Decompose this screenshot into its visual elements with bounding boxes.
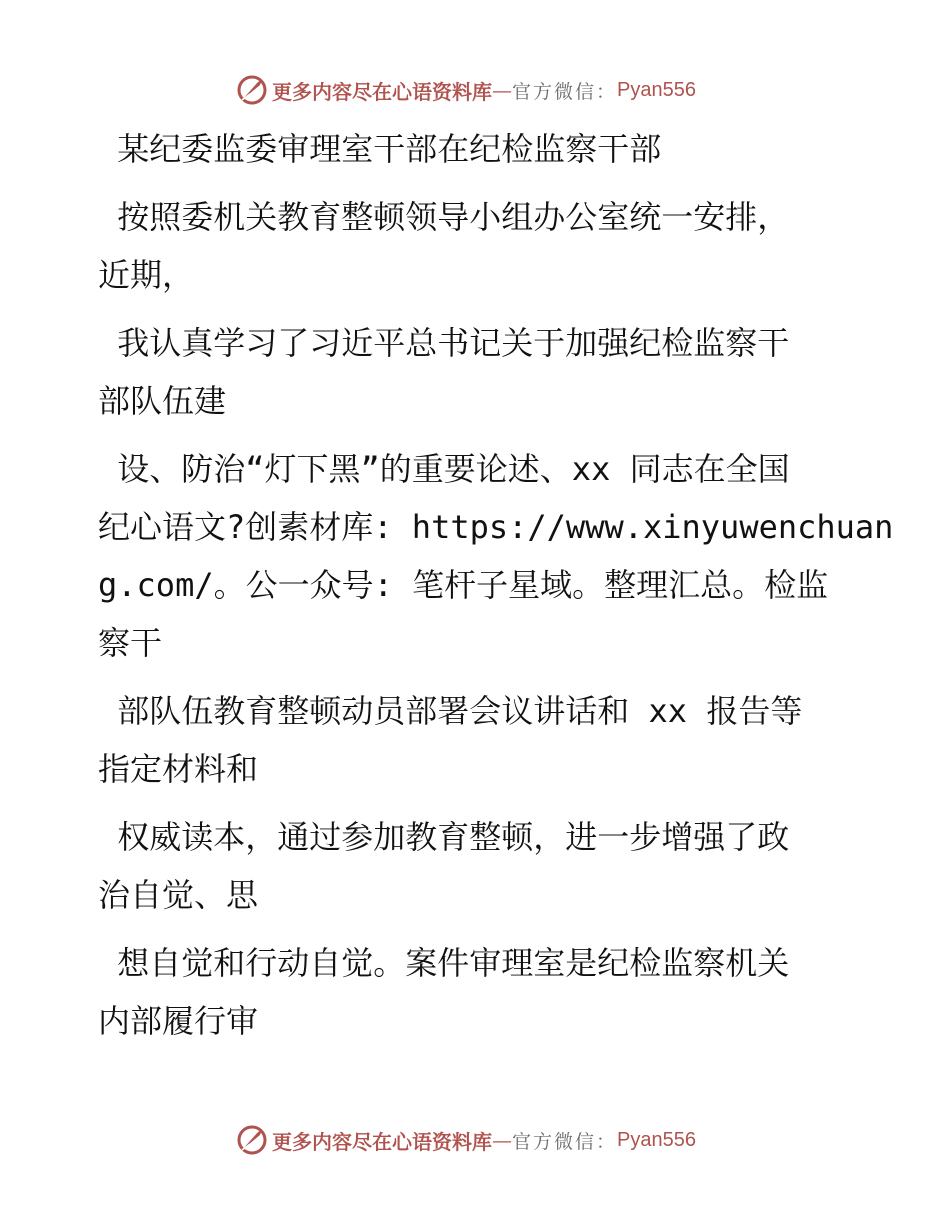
text-line: 设、防治“灯下黑”的重要论述、xx 同志在全国 [98, 450, 790, 488]
text-line: 某纪委监委审理室干部在纪检监察干部 [98, 130, 662, 168]
brand-text: 更多内容尽在心语资料库 [272, 1129, 492, 1154]
paragraph [98, 188, 868, 304]
paragraph [98, 440, 894, 672]
wechat-label: 官方微信： [512, 1130, 618, 1153]
text-line: 部队伍建 [98, 382, 227, 420]
text-line: 内部履行审 [98, 1002, 259, 1040]
text-line: 权威读本，通过参加教育整顿，进一步增强了政 [98, 818, 790, 856]
wechat-label: 官方微信： [512, 80, 618, 103]
text-line: 按照委机关教育整顿领导小组办公室统一安排， [98, 198, 790, 236]
text-line: 我认真学习了习近平总书记关于加强纪检监察干 [98, 324, 790, 362]
paragraph [98, 120, 868, 178]
text-line: 治自觉、思 [98, 876, 259, 914]
text-line: 指定材料和 [98, 750, 259, 788]
document-body [98, 120, 894, 1050]
banner-separator: — [492, 78, 512, 102]
text-line: 纪心语文?创素材库: https://www.xinyuwenchuan [98, 508, 894, 546]
paragraph [98, 314, 868, 430]
wechat-id: Pyan556 [617, 1128, 696, 1151]
quill-pen-logo-icon [236, 74, 268, 106]
brand-text: 更多内容尽在心语资料库 [272, 79, 492, 104]
paragraph [98, 934, 868, 1050]
header-banner [236, 73, 696, 107]
paragraph [98, 682, 868, 798]
banner-separator: — [492, 1128, 512, 1152]
paragraph [98, 808, 868, 924]
footer-banner [236, 1123, 696, 1157]
text-line: 部队伍教育整顿动员部署会议讲话和 xx 报告等 [98, 692, 803, 730]
text-line: g.com/。公一众号: 笔杆子星域。整理汇总。检监 [98, 566, 829, 604]
quill-pen-logo-icon [236, 1124, 268, 1156]
wechat-id: Pyan556 [617, 78, 696, 101]
text-line: 近期， [98, 256, 195, 294]
text-line: 想自觉和行动自觉。案件审理室是纪检监察机关 [98, 944, 790, 982]
text-line: 察干 [98, 624, 163, 662]
